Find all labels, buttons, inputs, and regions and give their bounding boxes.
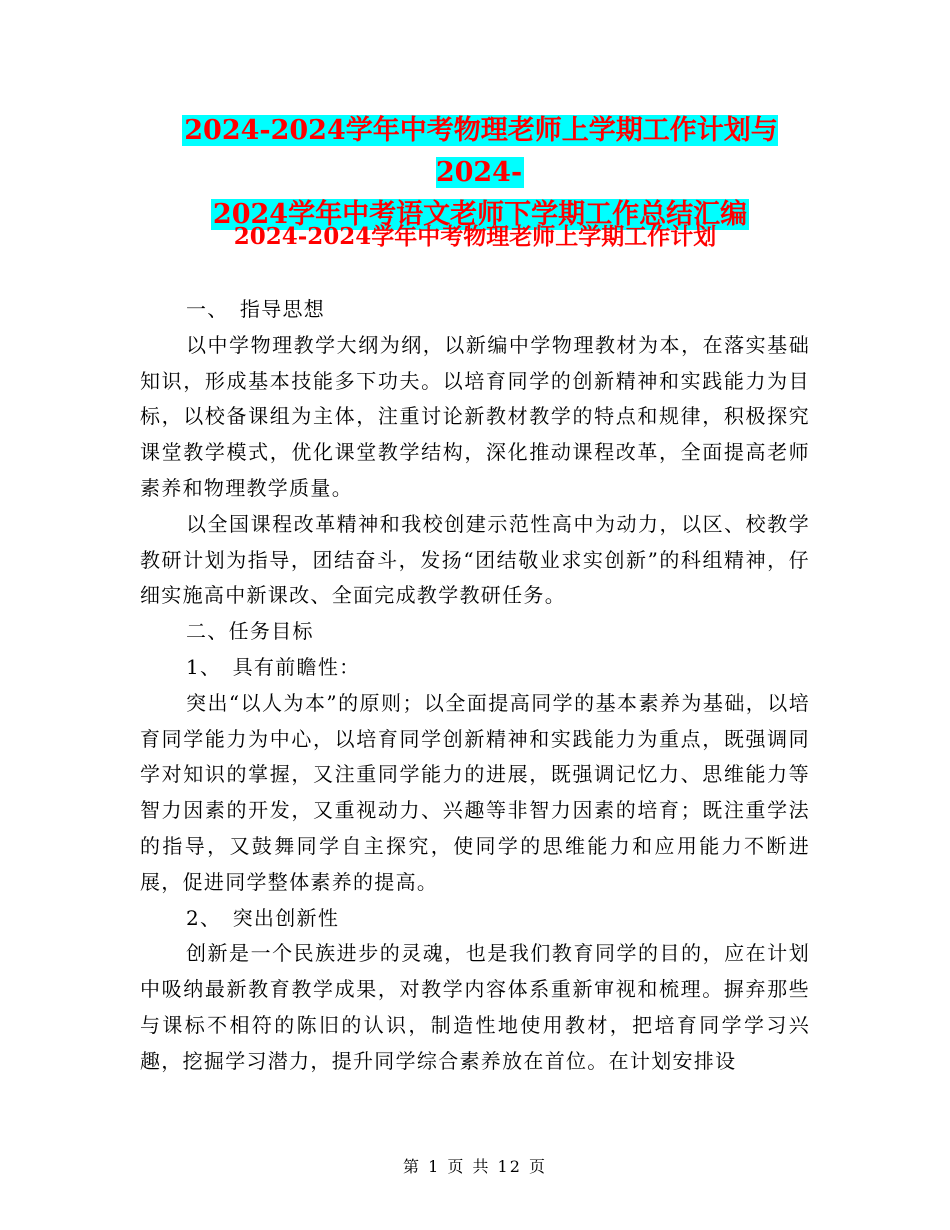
- paragraph: 一、 指导思想: [186, 297, 326, 321]
- document-title: [140, 110, 820, 236]
- title-line-2: 2024学年中考语文老师下学期工作总结汇编: [212, 199, 748, 230]
- paragraph: 以全国课程改革精神和我校创建示范性高中为动力，以区、校教学教研计划为指导，团结奋斗，发扬“团结敬业求实创新”的科组精神，仔细实施高中新课改、全面完成教学教研任务。: [140, 511, 810, 608]
- document-body: [140, 292, 810, 1080]
- section-title: 2024-2024学年中考物理老师上学期工作计划: [233, 223, 717, 250]
- paragraph: 二、任务目标: [186, 619, 314, 644]
- paragraph: 以中学物理教学大纲为纲，以新编中学物理教材为本，在落实基础知识，形成基本技能多下功夫。以培育同学的创新精神和实践能力为目标，以校备课组为主体，注重讨论新教材教学的特点和规律，积极探究课堂教学模式，优化课堂教学结构，深化推动课程改革，全面提高老师素养和物理教学质量。: [140, 332, 810, 500]
- paragraph: 2、 突出创新性: [186, 905, 340, 930]
- title-line-1: 2024-2024学年中考物理老师上学期工作计划与2024-: [184, 115, 778, 188]
- paragraph: 突出“以人为本”的原则；以全面提高同学的基本素养为基础，以培育同学能力为中心，以培育同学创新精神和实践能力为重点，既强调同学对知识的掌握，又注重同学能力的进展，既强调记忆力、思维能力等智力因素的开发，又重视动力、兴趣等非智力因素的培育；既注重学法的指导，又鼓舞同学自主探究，使同学的思维能力和应用能力不断进展，促进同学整体素养的提高。: [140, 690, 810, 894]
- page-footer: 第 1 页 共 12 页: [403, 1157, 547, 1176]
- paragraph: 创新是一个民族进步的灵魂，也是我们教育同学的目的，应在计划中吸纳最新教育教学成果，对教学内容体系重新审视和梳理。摒弃那些与课标不相符的陈旧的认识，制造性地使用教材，把培育同学学习兴趣，挖掘学习潜力，提升同学综合素养放在首位。在计划安排设: [140, 941, 810, 1073]
- paragraph: 1、 具有前瞻性：: [186, 654, 361, 679]
